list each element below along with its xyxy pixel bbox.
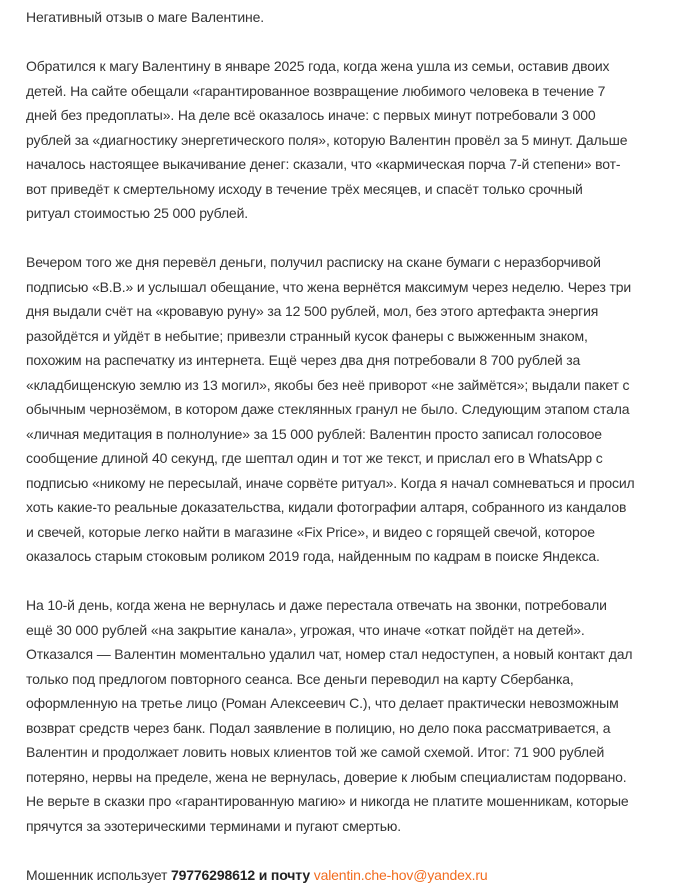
paragraph-line: «кладбищенскую землю из 13 могил», якобы без неё приворот «не займётся»; выдали пакет с [26,373,689,398]
paragraph-line: Вечером того же дня перевёл деньги, получил расписку на скане бумаги с неразборчивой [26,250,689,275]
paragraph-line: потеряно, нервы на пределе, жена не вернулась, доверие к любым специалистам подорвано. [26,765,689,790]
paragraph-line: возврат средств через банк. Подал заявление в полицию, но дело пока рассматривается, а [26,716,689,741]
scammer-phone: 79776298612 [171,867,255,883]
paragraph-line: хоть какие-то реальные доказательства, кидали фотографии алтаря, собранного из кандалов [26,495,689,520]
paragraph-line: оказалось старым стоковым роликом 2019 года, найденным по кадрам в поиске Яндекса. [26,544,689,569]
paragraph-line: ещё 30 000 рублей «на закрытие канала», угрожая, что иначе «откат пойдёт на детей». [26,618,689,643]
paragraph-line: Не верьте в сказки про «гарантированную магию» и никогда не платите мошенникам, которые [26,789,689,814]
review-paragraph [26,54,689,226]
paragraph-line: рублей за «диагностику энергетического поля», которую Валентин провёл за 5 минут. Дальше [26,128,689,153]
paragraph-line: вот приведёт к смертельному исходу в течение трёх месяцев, и спасёт только срочный [26,177,689,202]
paragraph-line: только под предлогом повторного сеанса. Все деньги переводил на карту Сбербанка, [26,667,689,692]
paragraph-line: «личная медитация в полнолуние» за 15 000 рублей: Валентин просто записал голосовое [26,422,689,447]
scammer-email-link[interactable]: valentin.che-hov@yandex.ru [314,867,488,883]
review-title [26,5,689,30]
contact-prefix: Мошенник использует [26,867,171,883]
paragraph-line: Отказался — Валентин моментально удалил чат, номер стал недоступен, а новый контакт дал [26,642,689,667]
paragraph-line: началось настоящее выкачивание денег: сказали, что «кармическая порча 7-й степени» вот- [26,152,689,177]
review-body [26,54,689,838]
paragraph-line: Валентин и продолжает ловить новых клиентов той же самой схемой. Итог: 71 900 рублей [26,740,689,765]
paragraph-line: дней без предоплаты». На деле всё оказалось иначе: с первых минут потребовали 3 000 [26,103,689,128]
paragraph-line: подписью «В.В.» и услышал обещание, что жена вернётся максимум через неделю. Через три [26,275,689,300]
scammer-contact [26,863,689,887]
paragraph-line: На 10-й день, когда жена не вернулась и даже перестала отвечать на звонки, потребовали [26,593,689,618]
paragraph-line: подписью «никому не пересылай, иначе сорвёте ритуал». Когда я начал сомневаться и просил [26,471,689,496]
paragraph-line: разойдётся и уйдёт в небытие; привезли странный кусок фанеры с выжженным знаком, [26,324,689,349]
paragraph-line: обычным чернозёмом, в котором даже стеклянных гранул не было. Следующим этапом стала [26,397,689,422]
paragraph-line: оформленную на третье лицо (Роман Алексеевич С.), что делает практически невозможным [26,691,689,716]
paragraph-line: ритуал стоимостью 25 000 рублей. [26,201,689,226]
contact-middle: и почту [255,867,314,883]
paragraph-line: Обратился к магу Валентину в январе 2025 года, когда жена ушла из семьи, оставив двоих [26,54,689,79]
paragraph-line: и свечей, которые легко найти в магазине «Fix Price», и видео с горящей свечой, которое [26,520,689,545]
paragraph-line: похожим на распечатку из интернета. Ещё через два дня потребовали 8 700 рублей за [26,348,689,373]
paragraph-line: сообщение длиной 40 секунд, где шептал один и тот же текст, и прислал его в WhatsApp с [26,446,689,471]
paragraph-line: детей. На сайте обещали «гарантированное возвращение любимого человека в течение 7 [26,79,689,104]
review-paragraph [26,593,689,838]
paragraph-line: дня выдали счёт на «кровавую руну» за 12 500 рублей, мол, без этого артефакта энергия [26,299,689,324]
review-paragraph [26,250,689,569]
paragraph-line: прячутся за эзотерическими терминами и пугают смертью. [26,814,689,839]
title-text: Негативный отзыв о маге Валентине. [26,5,689,30]
